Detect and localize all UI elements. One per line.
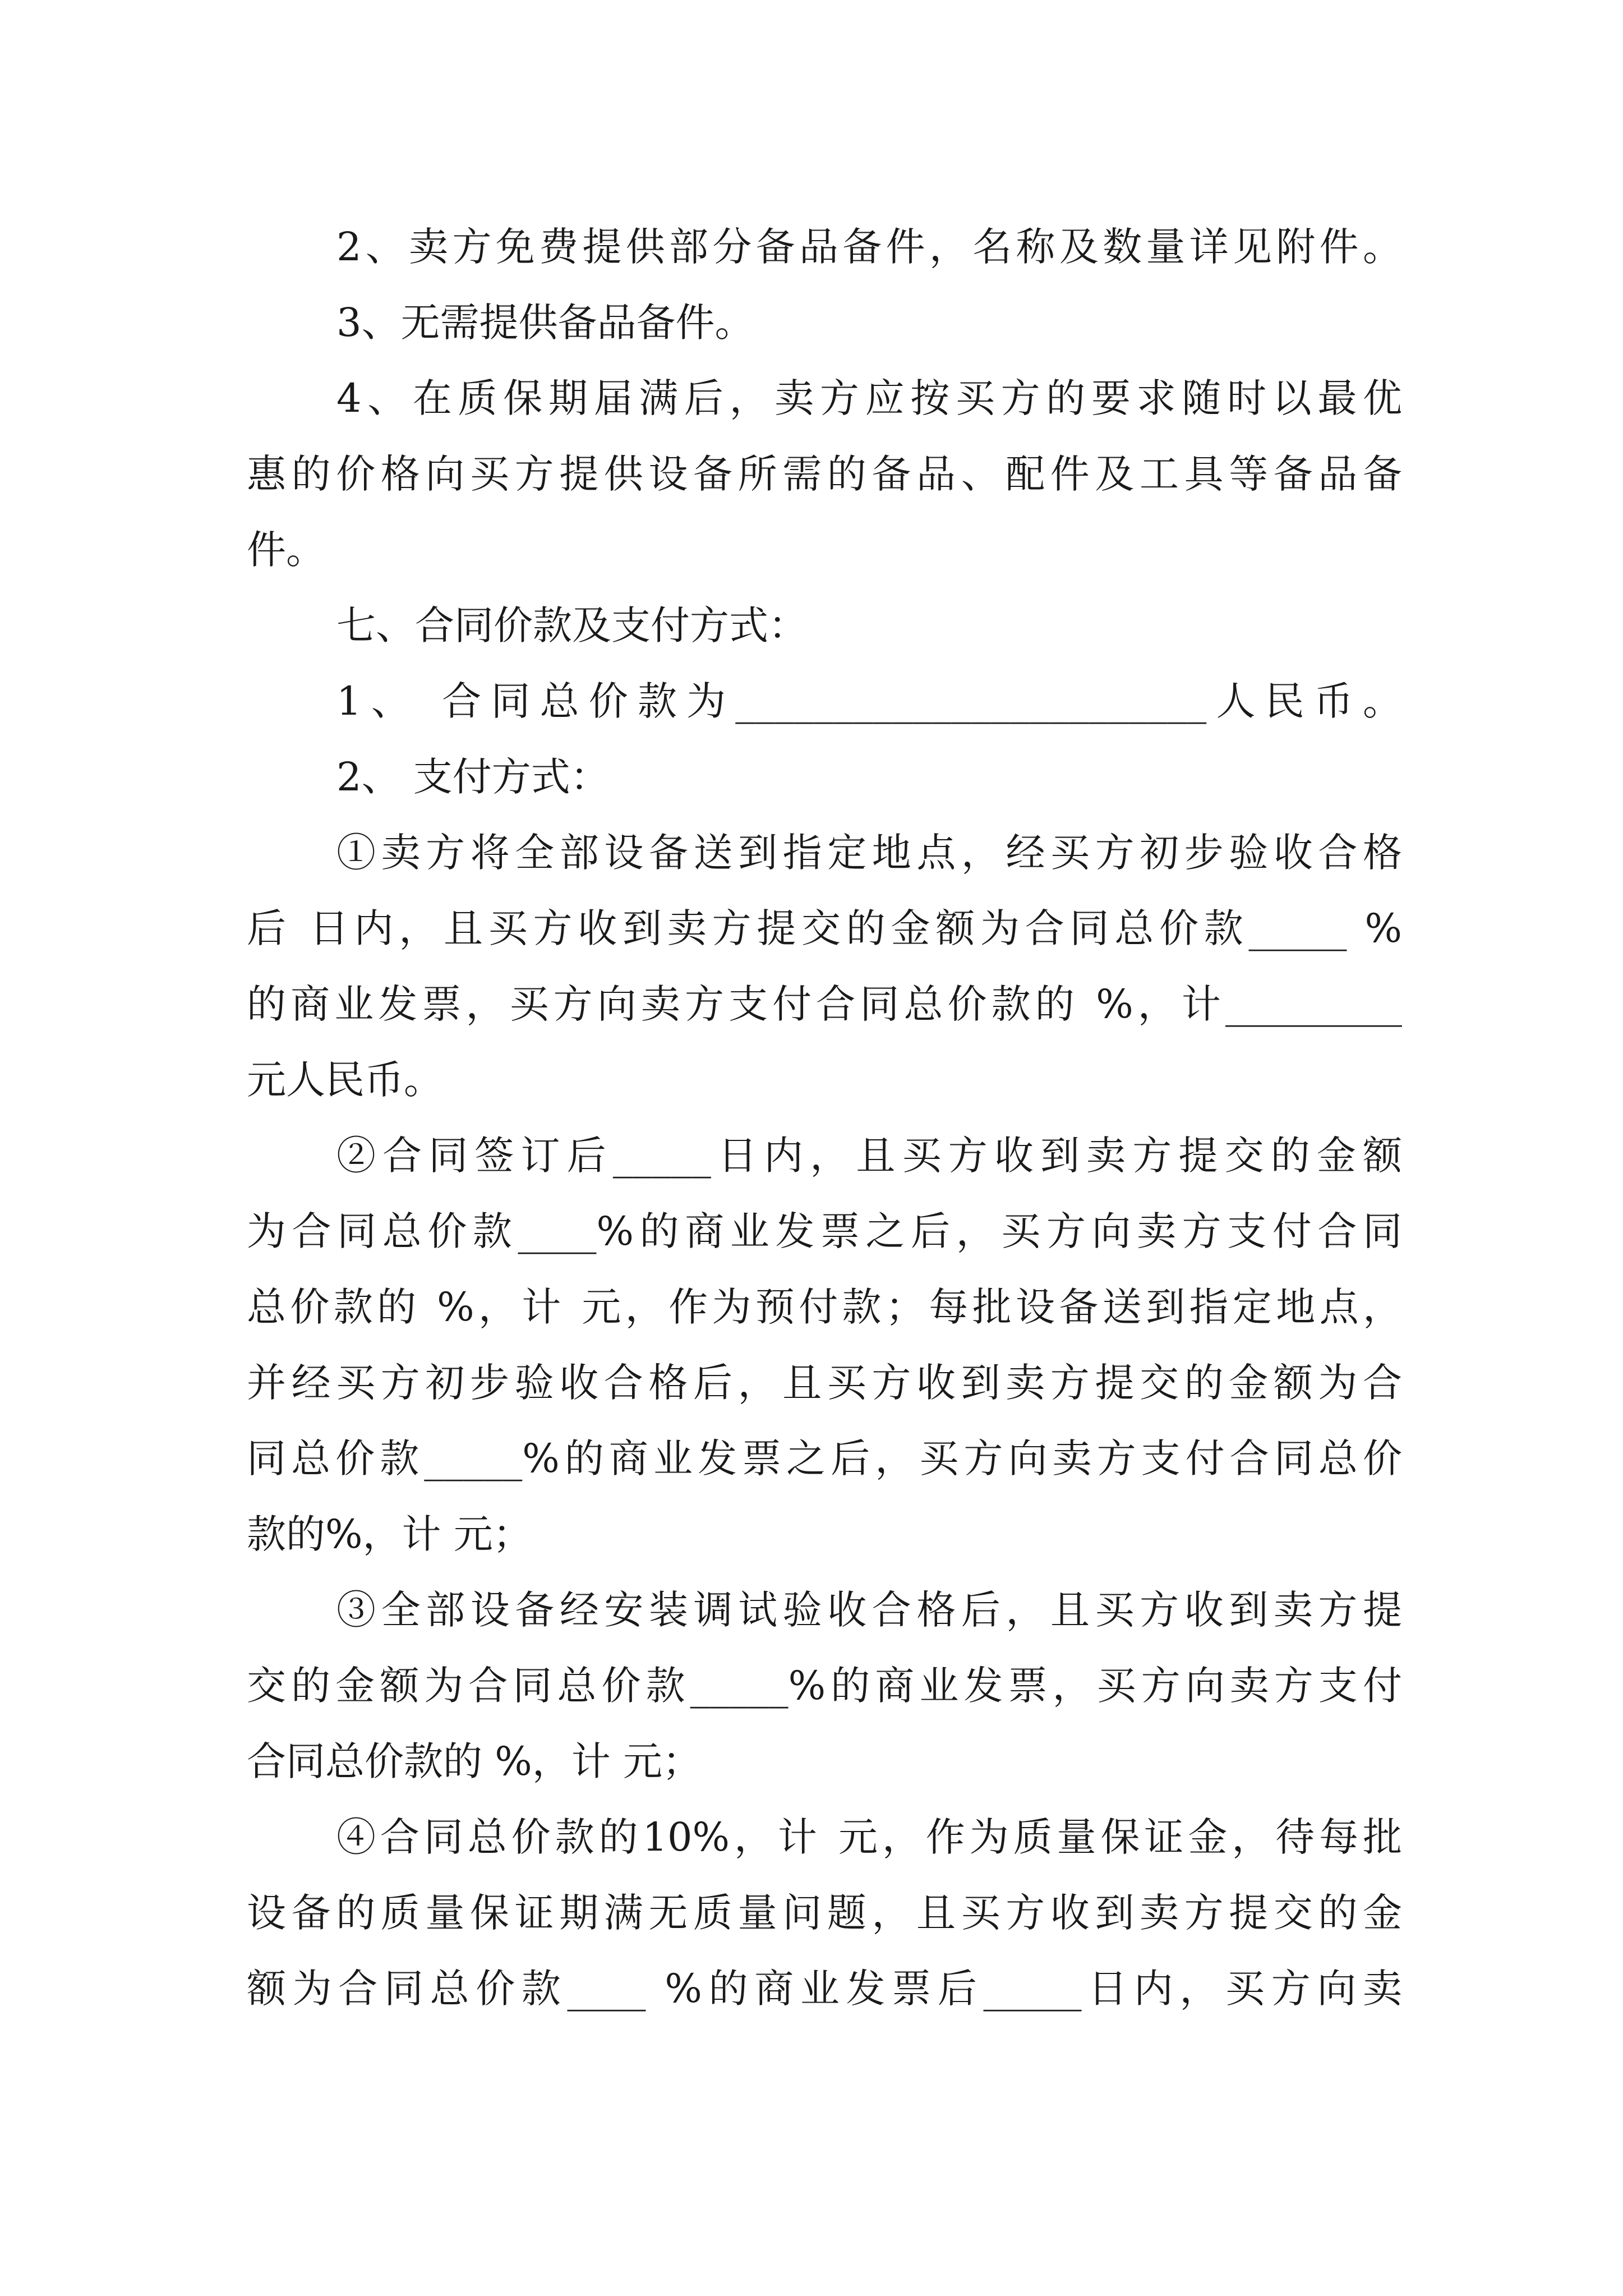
text-line: 并经买方初步验收合格后，且买方收到卖方提交的金额为合 — [247, 1360, 1402, 1406]
text-line: 交的金额为合同总价款_____%的商业发票，买方向卖方支付 — [247, 1663, 1402, 1709]
text-line: 总价款的 %，计 元，作为预付款；每批设备送到指定地点， — [247, 1284, 1402, 1330]
text-line: 2、 支付方式： — [336, 754, 610, 800]
text-line: 2、卖方免费提供部分备品备件，名称及数量详见附件。 — [336, 224, 1402, 270]
text-line: 为合同总价款____%的商业发票之后，买方向卖方支付合同 — [247, 1208, 1402, 1254]
text-line: 同总价款_____%的商业发票之后，买方向卖方支付合同总价 — [247, 1435, 1402, 1481]
text-line: 件。 — [247, 527, 325, 573]
section-heading: 七、合同价款及支付方式： — [336, 602, 808, 648]
text-line: 的商业发票，买方向卖方支付合同总价款的 %，计_________ — [247, 981, 1402, 1027]
text-line: 4、在质保期届满后，卖方应按买方的要求随时以最优 — [336, 375, 1402, 421]
text-line: ③全部设备经安装调试验收合格后，且买方收到卖方提 — [336, 1587, 1402, 1633]
text-line: ④合同总价款的10%，计 元，作为质量保证金，待每批 — [336, 1814, 1402, 1860]
text-line: ②合同签订后_____日内，且买方收到卖方提交的金额 — [336, 1133, 1402, 1179]
text-line: 元人民币。 — [247, 1057, 443, 1103]
text-line: 1、 合同总价款为________________________人民币。 — [336, 678, 1402, 724]
text-line: 合同总价款的 %，计 元； — [247, 1738, 702, 1784]
text-line: 后 日内，且买方收到卖方提交的金额为合同总价款_____ % — [247, 905, 1402, 951]
text-line: ①卖方将全部设备送到指定地点，经买方初步验收合格 — [336, 830, 1402, 876]
text-line: 设备的质量保证期满无质量问题，且买方收到卖方提交的金 — [247, 1890, 1402, 1936]
text-line: 惠的价格向买方提供设备所需的备品、配件及工具等备品备 — [247, 451, 1402, 497]
text-line: 款的%，计 元； — [247, 1511, 532, 1557]
text-line: 3、无需提供备品备件。 — [336, 300, 754, 346]
text-line: 额为合同总价款____ %的商业发票后_____日内，买方向卖 — [247, 1966, 1402, 2012]
